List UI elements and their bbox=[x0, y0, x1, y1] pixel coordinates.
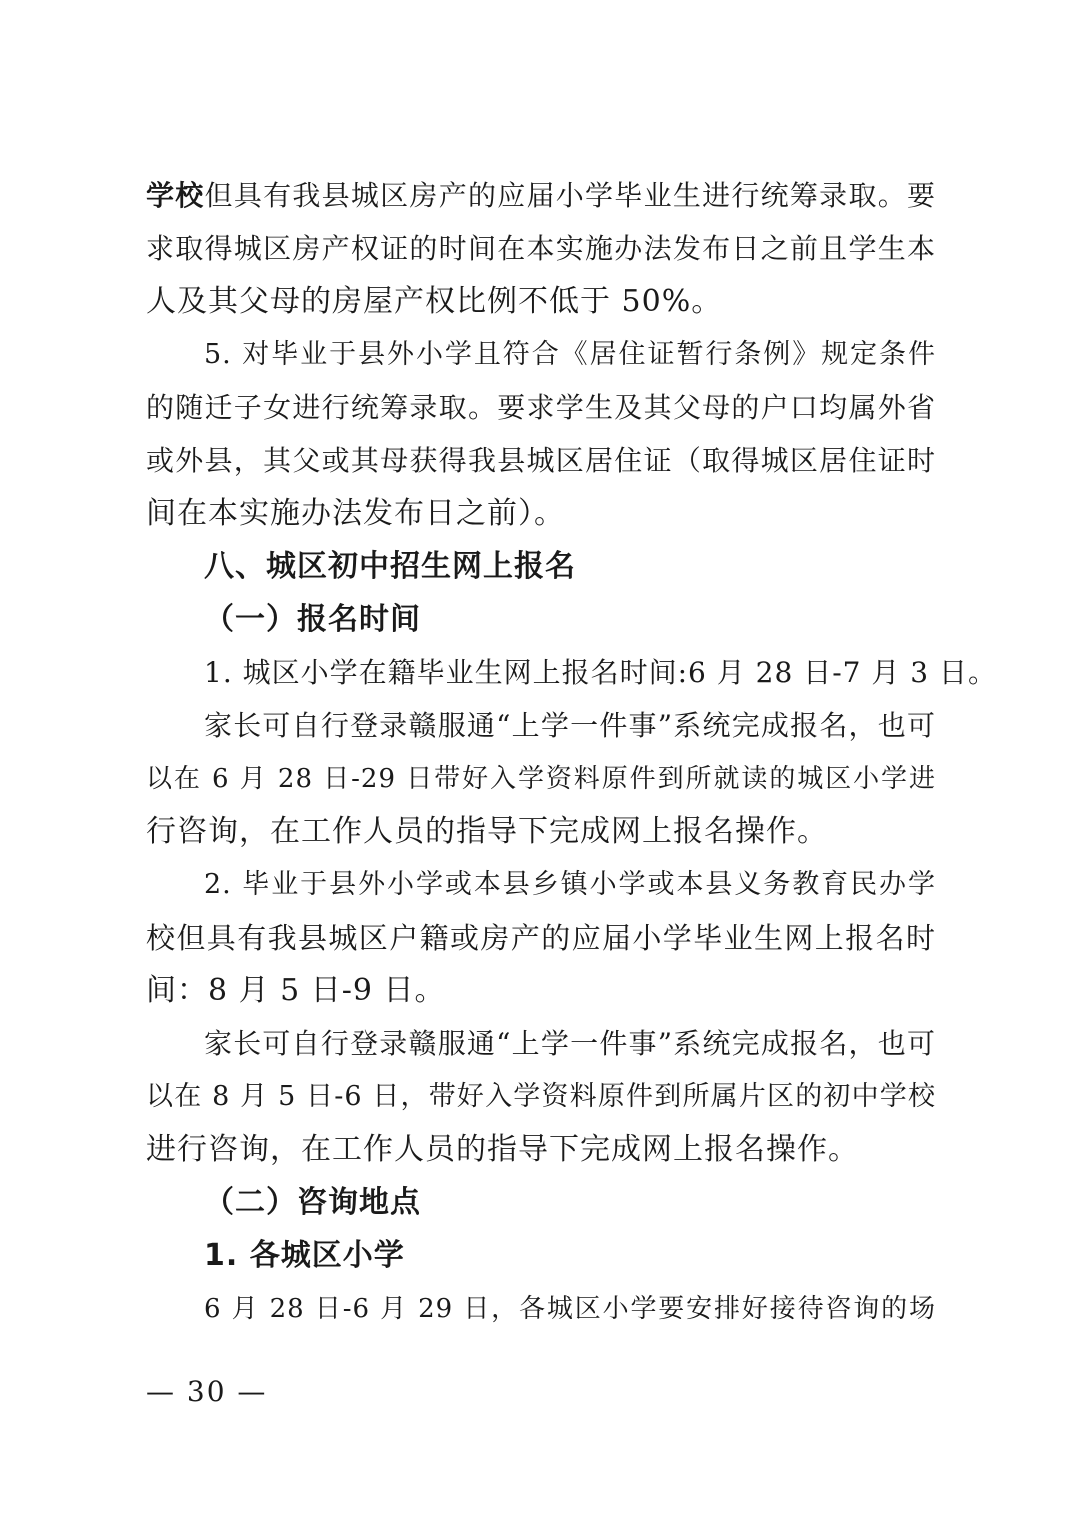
paragraph-line: 行咨询，在工作人员的指导下完成网上报名操作。 bbox=[146, 814, 828, 849]
paragraph-line: 或外县，其父或其母获得我县城区居住证（取得城区居住证时 bbox=[146, 444, 936, 477]
paragraph-line: 5. 对毕业于县外小学且符合《居住证暂行条例》规定条件 bbox=[204, 339, 936, 370]
paragraph-line: 以在 8 月 5 日-6 日，带好入学资料原件到所属片区的初中学校 bbox=[146, 1081, 936, 1112]
paragraph-line: 人及其父母的房屋产权比例不低于 50%。 bbox=[146, 284, 723, 319]
section-heading: 八、城区初中招生网上报名 bbox=[204, 549, 576, 584]
subsection-item-heading: 1. 各城区小学 bbox=[204, 1238, 405, 1273]
subsection-heading: （一）报名时间 bbox=[204, 602, 421, 637]
bold-text: 学校 bbox=[146, 179, 205, 212]
paragraph-line: 间在本实施办法发布日之前）。 bbox=[146, 496, 565, 531]
paragraph-line: 2. 毕业于县外小学或本县乡镇小学或本县义务教育民办学 bbox=[204, 869, 936, 900]
paragraph-line: 6 月 28 日-6 月 29 日，各城区小学要安排好接待咨询的场 bbox=[204, 1294, 936, 1324]
paragraph-line: 间：8 月 5 日-9 日。 bbox=[146, 973, 446, 1008]
paragraph-line: 进行咨询，在工作人员的指导下完成网上报名操作。 bbox=[146, 1132, 859, 1167]
paragraph-line: 求取得城区房产权证的时间在本实施办法发布日之前且学生本 bbox=[146, 232, 936, 265]
body-text: 但具有我县城区房产的应届小学毕业生进行统筹录取。要 bbox=[204, 179, 936, 212]
paragraph-line: 1. 城区小学在籍毕业生网上报名时间:6 月 28 日-7 月 3 日。 bbox=[204, 656, 997, 689]
paragraph-line bbox=[146, 176, 936, 216]
paragraph-line: 以在 6 月 28 日-29 日带好入学资料原件到所就读的城区小学进 bbox=[146, 764, 936, 794]
paragraph-line: 家长可自行登录赣服通“上学一件事”系统完成报名，也可 bbox=[204, 709, 936, 742]
subsection-heading: （二）咨询地点 bbox=[204, 1185, 421, 1220]
paragraph-line: 家长可自行登录赣服通“上学一件事”系统完成报名，也可 bbox=[204, 1027, 936, 1060]
paragraph-line: 的随迁子女进行统筹录取。要求学生及其父母的户口均属外省 bbox=[146, 391, 936, 424]
paragraph-line: 校但具有我县城区户籍或房产的应届小学毕业生网上报名时 bbox=[146, 921, 936, 955]
page-number: — 30 — bbox=[146, 1375, 268, 1408]
